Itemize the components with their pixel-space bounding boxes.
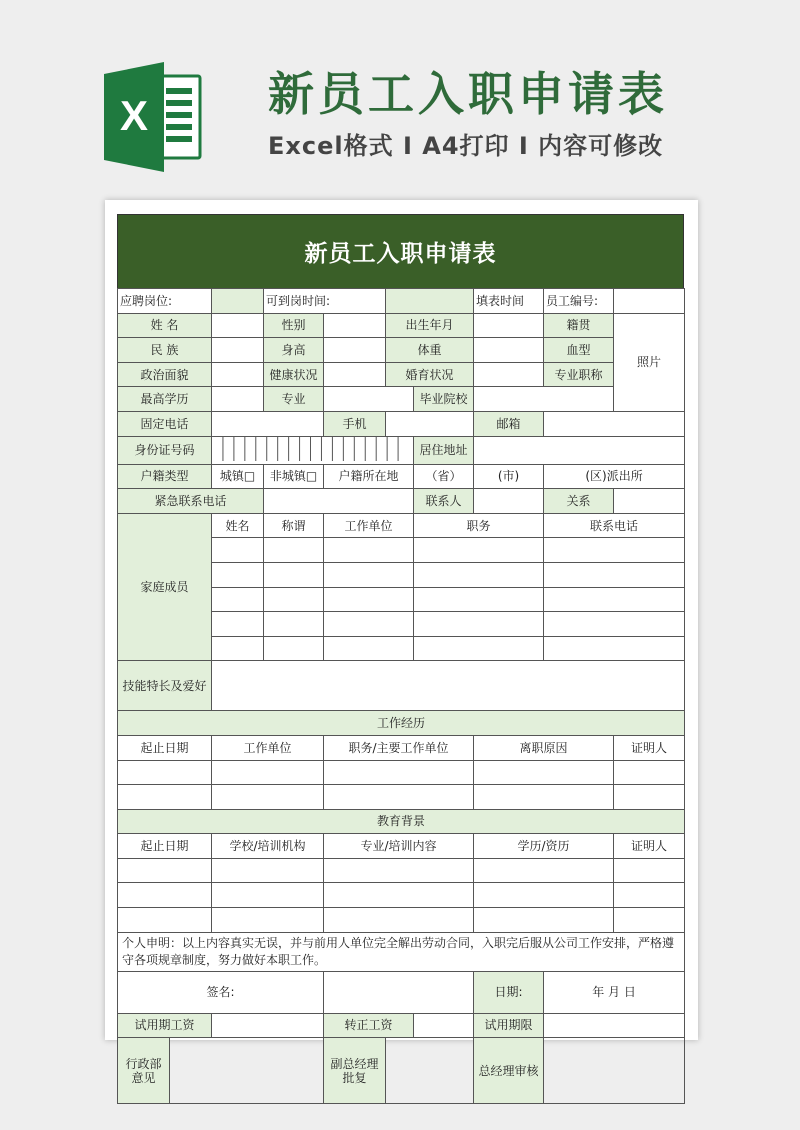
page-subtitle: Excel格式 Ⅰ A4打印 Ⅰ 内容可修改 bbox=[268, 132, 664, 160]
label-address: 居住地址 bbox=[414, 436, 474, 464]
application-form bbox=[117, 288, 685, 1104]
work-cell[interactable] bbox=[324, 760, 474, 785]
edu-cell[interactable] bbox=[614, 858, 685, 883]
edu-col-major: 专业/培训内容 bbox=[324, 834, 474, 859]
work-col-leave-reason: 离职原因 bbox=[474, 735, 614, 760]
edu-cell[interactable] bbox=[212, 908, 324, 933]
input-contact-person[interactable] bbox=[474, 489, 544, 514]
work-cell[interactable] bbox=[118, 785, 212, 810]
row-political bbox=[118, 362, 685, 387]
family-cell[interactable] bbox=[414, 587, 544, 612]
family-cell[interactable] bbox=[414, 538, 544, 563]
family-cell[interactable] bbox=[212, 538, 264, 563]
edu-cell[interactable] bbox=[324, 883, 474, 908]
label-city: (市) bbox=[474, 464, 544, 489]
label-mobile: 手机 bbox=[324, 411, 386, 436]
input-relation[interactable] bbox=[614, 489, 685, 514]
edu-cell[interactable] bbox=[324, 908, 474, 933]
input-education[interactable] bbox=[212, 387, 264, 412]
label-regular-salary: 转正工资 bbox=[324, 1013, 414, 1038]
input-id-no[interactable] bbox=[212, 436, 414, 464]
label-hukou-type: 户籍类型 bbox=[118, 464, 212, 489]
label-employee-no: 员工编号: bbox=[544, 289, 614, 314]
family-cell[interactable] bbox=[324, 612, 414, 637]
family-cell[interactable] bbox=[324, 636, 414, 661]
edu-cell[interactable] bbox=[324, 858, 474, 883]
salary-row bbox=[118, 1013, 685, 1038]
input-school[interactable] bbox=[474, 387, 614, 412]
label-name: 姓 名 bbox=[118, 313, 212, 338]
work-col-employer: 工作单位 bbox=[212, 735, 324, 760]
label-ethnicity: 民 族 bbox=[118, 338, 212, 363]
skills-row bbox=[118, 661, 685, 711]
edu-cell[interactable] bbox=[614, 908, 685, 933]
edu-cell[interactable] bbox=[212, 858, 324, 883]
input-skills[interactable] bbox=[212, 661, 685, 711]
work-cell[interactable] bbox=[474, 760, 614, 785]
edu-cell[interactable] bbox=[614, 883, 685, 908]
family-cell[interactable] bbox=[324, 562, 414, 587]
family-cell[interactable] bbox=[544, 562, 685, 587]
edu-col-degree: 学历/资历 bbox=[474, 834, 614, 859]
id-digit-boxes bbox=[212, 437, 413, 461]
option-urban[interactable]: 城镇□ bbox=[212, 464, 264, 489]
family-col-name: 姓名 bbox=[212, 513, 264, 538]
input-emergency-phone[interactable] bbox=[264, 489, 414, 514]
family-cell[interactable] bbox=[544, 636, 685, 661]
label-admin-opinion: 行政部意见 bbox=[118, 1038, 170, 1104]
family-col-relation: 称谓 bbox=[264, 513, 324, 538]
family-cell[interactable] bbox=[212, 612, 264, 637]
family-col-employer: 工作单位 bbox=[324, 513, 414, 538]
family-cell[interactable] bbox=[212, 636, 264, 661]
label-birth: 出生年月 bbox=[386, 313, 474, 338]
work-section-row bbox=[118, 711, 685, 736]
edu-col-dates: 起止日期 bbox=[118, 834, 212, 859]
label-skills: 技能特长及爱好 bbox=[118, 661, 212, 711]
family-col-position: 职务 bbox=[414, 513, 544, 538]
edu-col-reference: 证明人 bbox=[614, 834, 685, 859]
label-education: 最高学历 bbox=[118, 387, 212, 412]
label-signature: 签名: bbox=[118, 971, 324, 1013]
family-header-row bbox=[118, 513, 685, 538]
label-political: 政治面貌 bbox=[118, 362, 212, 387]
work-cell[interactable] bbox=[212, 785, 324, 810]
family-col-phone: 联系电话 bbox=[544, 513, 685, 538]
family-cell[interactable] bbox=[414, 612, 544, 637]
declaration-text: 个人申明：以上内容真实无误，并与前用人单位完全解出劳动合同，入职完后服从公司工作安排，严格遵守各项规章制度，努力做好本职工作。 bbox=[118, 932, 685, 971]
input-trial-salary[interactable] bbox=[212, 1013, 324, 1038]
input-marital[interactable] bbox=[474, 362, 544, 387]
row-basic-info bbox=[118, 289, 685, 314]
logo-letter: X bbox=[119, 92, 149, 139]
input-birth[interactable] bbox=[474, 313, 544, 338]
family-cell[interactable] bbox=[264, 612, 324, 637]
edu-cell[interactable] bbox=[474, 858, 614, 883]
family-cell[interactable] bbox=[544, 538, 685, 563]
input-height[interactable] bbox=[324, 338, 386, 363]
family-cell[interactable] bbox=[324, 587, 414, 612]
label-position: 应聘岗位: bbox=[118, 289, 212, 314]
label-relation: 关系 bbox=[544, 489, 614, 514]
input-name[interactable] bbox=[212, 313, 264, 338]
label-arrival-time: 可到岗时间: bbox=[264, 289, 386, 314]
work-col-reference: 证明人 bbox=[614, 735, 685, 760]
family-cell[interactable] bbox=[414, 562, 544, 587]
input-gm[interactable] bbox=[544, 1038, 685, 1104]
edu-row bbox=[118, 858, 685, 883]
label-trial-period: 试用期限 bbox=[474, 1013, 544, 1038]
label-contact-person: 联系人 bbox=[414, 489, 474, 514]
family-cell[interactable] bbox=[544, 612, 685, 637]
label-height: 身高 bbox=[264, 338, 324, 363]
row-hukou bbox=[118, 464, 685, 489]
input-date[interactable]: 年 月 日 bbox=[544, 971, 685, 1013]
input-arrival-time[interactable] bbox=[386, 289, 474, 314]
input-major[interactable] bbox=[324, 387, 414, 412]
label-weight: 体重 bbox=[386, 338, 474, 363]
input-employee-no[interactable] bbox=[614, 289, 685, 314]
input-position[interactable] bbox=[212, 289, 264, 314]
work-cell[interactable] bbox=[118, 760, 212, 785]
declaration-row bbox=[118, 932, 685, 971]
label-family: 家庭成员 bbox=[118, 513, 212, 661]
input-admin-opinion[interactable] bbox=[170, 1038, 324, 1104]
family-cell[interactable] bbox=[324, 538, 414, 563]
photo-box[interactable]: 照片 bbox=[614, 313, 685, 411]
excel-icon bbox=[104, 62, 204, 172]
label-date: 日期: bbox=[474, 971, 544, 1013]
label-province: （省） bbox=[414, 464, 474, 489]
work-row bbox=[118, 785, 685, 810]
edu-row bbox=[118, 908, 685, 933]
row-name bbox=[118, 313, 685, 338]
approval-row bbox=[118, 1038, 685, 1104]
input-ethnicity[interactable] bbox=[212, 338, 264, 363]
family-cell[interactable] bbox=[212, 562, 264, 587]
edu-row bbox=[118, 883, 685, 908]
work-cell[interactable] bbox=[474, 785, 614, 810]
label-prof-title: 专业职称 bbox=[544, 362, 614, 387]
label-id-no: 身份证号码 bbox=[118, 436, 212, 464]
input-email[interactable] bbox=[544, 411, 685, 436]
input-political[interactable] bbox=[212, 362, 264, 387]
label-hukou-location: 户籍所在地 bbox=[324, 464, 414, 489]
work-col-dates: 起止日期 bbox=[118, 735, 212, 760]
input-landline[interactable] bbox=[212, 411, 324, 436]
edu-cell[interactable] bbox=[212, 883, 324, 908]
label-origin: 籍贯 bbox=[544, 313, 614, 338]
work-cell[interactable] bbox=[324, 785, 474, 810]
input-health[interactable] bbox=[324, 362, 386, 387]
label-trial-salary: 试用期工资 bbox=[118, 1013, 212, 1038]
label-email: 邮箱 bbox=[474, 411, 544, 436]
label-marital: 婚育状况 bbox=[386, 362, 474, 387]
input-vice-gm[interactable] bbox=[386, 1038, 474, 1104]
input-gender[interactable] bbox=[324, 313, 386, 338]
label-police-station: (区)派出所 bbox=[544, 464, 685, 489]
input-weight[interactable] bbox=[474, 338, 544, 363]
input-address[interactable] bbox=[474, 436, 685, 464]
edu-section-row bbox=[118, 809, 685, 834]
input-trial-period[interactable] bbox=[544, 1013, 685, 1038]
family-cell[interactable] bbox=[264, 636, 324, 661]
input-mobile[interactable] bbox=[386, 411, 474, 436]
label-major: 专业 bbox=[264, 387, 324, 412]
row-id bbox=[118, 436, 685, 464]
label-fill-time: 填表时间 bbox=[474, 289, 544, 314]
work-cell[interactable] bbox=[212, 760, 324, 785]
edu-cell[interactable] bbox=[118, 858, 212, 883]
edu-cell[interactable] bbox=[118, 883, 212, 908]
work-header-row bbox=[118, 735, 685, 760]
family-cell[interactable] bbox=[264, 538, 324, 563]
input-regular-salary[interactable] bbox=[414, 1013, 474, 1038]
family-cell[interactable] bbox=[264, 587, 324, 612]
form-banner: 新员工入职申请表 bbox=[117, 214, 684, 288]
work-section-title: 工作经历 bbox=[118, 711, 685, 736]
input-signature[interactable] bbox=[324, 971, 474, 1013]
row-phone bbox=[118, 411, 685, 436]
label-landline: 固定电话 bbox=[118, 411, 212, 436]
work-col-duties: 职务/主要工作单位 bbox=[324, 735, 474, 760]
label-vice-gm: 副总经理批复 bbox=[324, 1038, 386, 1104]
page-title: 新员工入职申请表 bbox=[268, 67, 668, 121]
work-cell[interactable] bbox=[614, 785, 685, 810]
family-cell[interactable] bbox=[544, 587, 685, 612]
family-cell[interactable] bbox=[414, 636, 544, 661]
label-gm: 总经理审核 bbox=[474, 1038, 544, 1104]
label-blood: 血型 bbox=[544, 338, 614, 363]
option-non-urban[interactable]: 非城镇□ bbox=[264, 464, 324, 489]
work-cell[interactable] bbox=[614, 760, 685, 785]
signature-row bbox=[118, 971, 685, 1013]
label-gender: 性别 bbox=[264, 313, 324, 338]
edu-section-title: 教育背景 bbox=[118, 809, 685, 834]
edu-col-school: 学校/培训机构 bbox=[212, 834, 324, 859]
edu-cell[interactable] bbox=[474, 883, 614, 908]
label-school: 毕业院校 bbox=[414, 387, 474, 412]
edu-cell[interactable] bbox=[118, 908, 212, 933]
form-sheet bbox=[117, 214, 684, 1104]
row-emergency bbox=[118, 489, 685, 514]
row-ethnicity bbox=[118, 338, 685, 363]
family-cell[interactable] bbox=[264, 562, 324, 587]
label-health: 健康状况 bbox=[264, 362, 324, 387]
row-education bbox=[118, 387, 685, 412]
family-cell[interactable] bbox=[212, 587, 264, 612]
edu-cell[interactable] bbox=[474, 908, 614, 933]
edu-header-row bbox=[118, 834, 685, 859]
label-emergency-phone: 紧急联系电话 bbox=[118, 489, 264, 514]
work-row bbox=[118, 760, 685, 785]
